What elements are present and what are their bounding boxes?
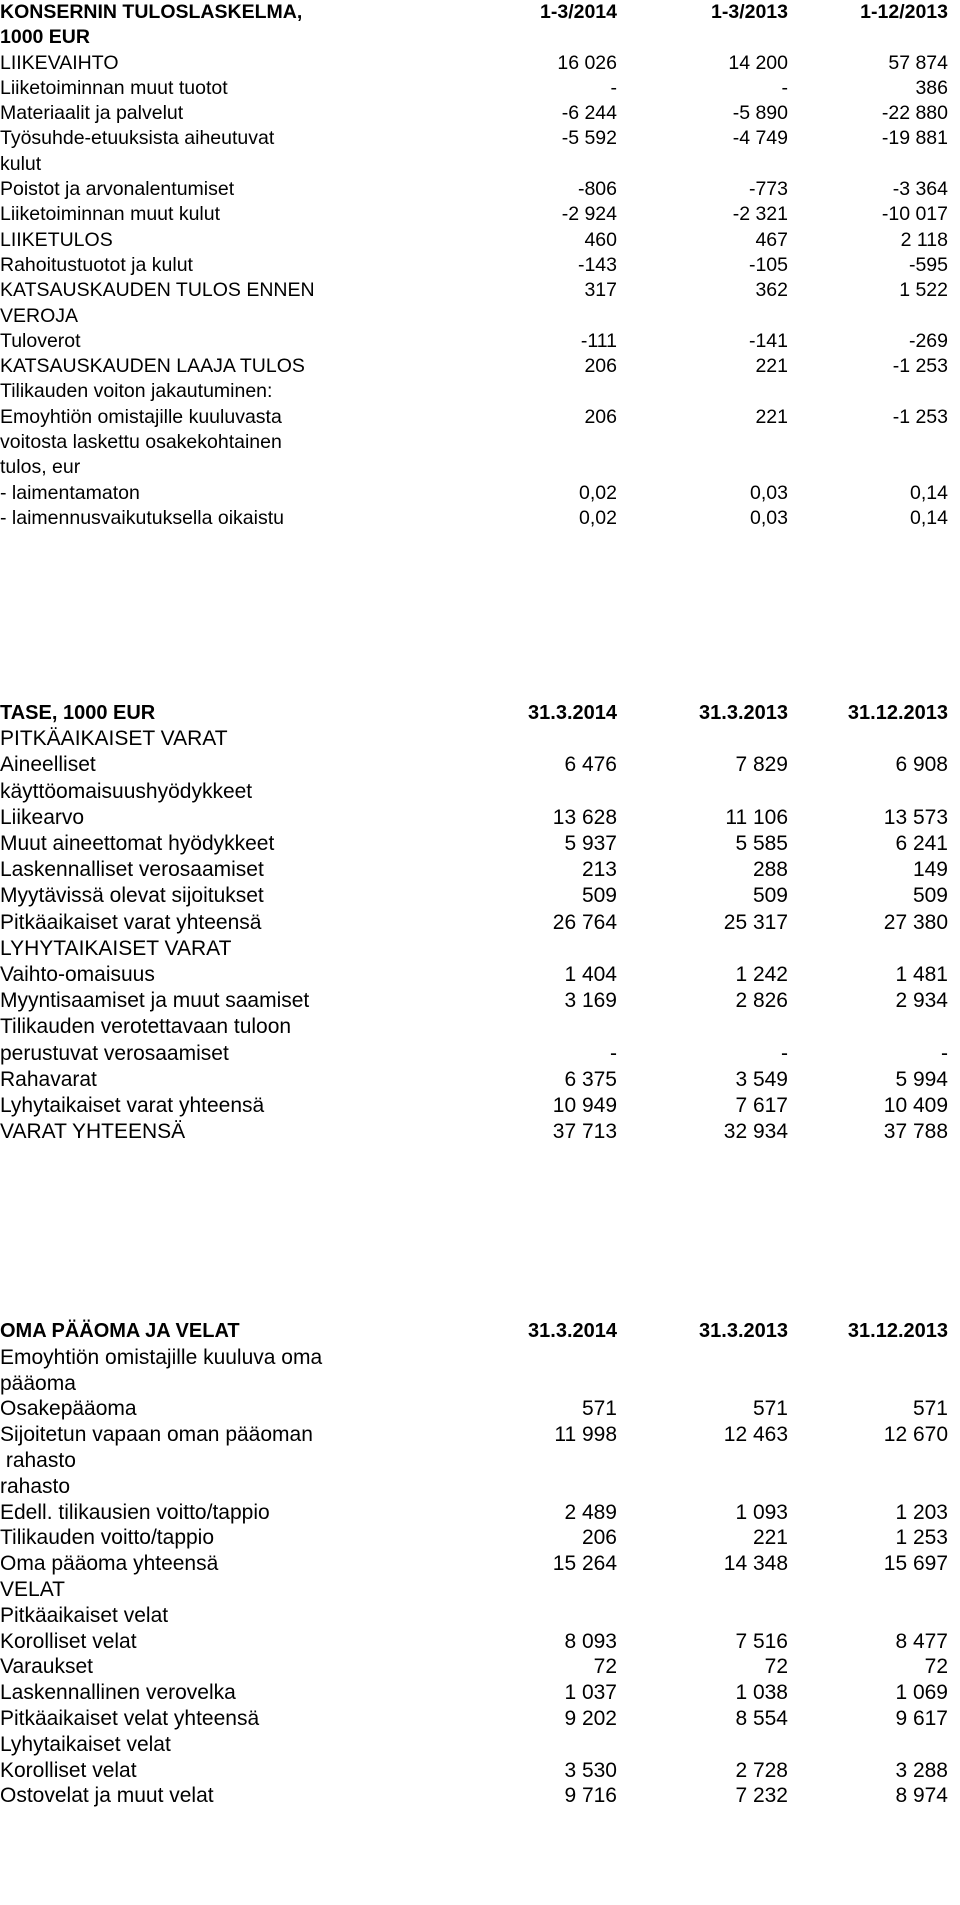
table-row (0, 988, 948, 1014)
row-label: VEROJA (0, 304, 79, 327)
table-row (0, 1706, 948, 1732)
table-row (0, 177, 948, 202)
table-row (0, 126, 948, 151)
cell-value: -141 (748, 329, 788, 352)
column-header: 1-3/2013 (711, 1, 788, 23)
cell-value: 8 554 (735, 1706, 788, 1730)
cell-value (788, 152, 948, 177)
cell-value: 0,03 (750, 481, 788, 504)
cell-value: 1 481 (895, 963, 948, 987)
row-label: Materiaalit ja palvelut (0, 102, 184, 125)
cell-value: 1 093 (735, 1500, 788, 1524)
row-label: Laskennallinen verovelka (0, 1681, 236, 1705)
table-row (0, 304, 948, 329)
row-label: Lyhytaikaiset varat yhteensä (0, 1094, 265, 1118)
cell-value: 386 (915, 76, 948, 99)
cell-value: 2 728 (735, 1758, 788, 1782)
cell-value: 221 (755, 405, 788, 428)
cell-value (452, 936, 617, 962)
balance-sheet-table (0, 700, 948, 1145)
table-row (0, 805, 948, 831)
cell-value: 32 934 (723, 1120, 788, 1144)
row-label: Tilikauden verotettavaan tuloon (0, 1015, 292, 1039)
table-row (0, 506, 948, 531)
cell-value: 213 (581, 858, 617, 882)
cell-value: 6 476 (564, 753, 617, 777)
cell-value: -105 (748, 253, 788, 276)
column-header: 31.3.2013 (699, 1320, 788, 1342)
row-label: Työsuhde-etuuksista aiheutuvat (0, 127, 275, 150)
row-label: 1000 EUR (0, 26, 90, 49)
cell-value (788, 430, 948, 455)
cell-value: 571 (912, 1397, 948, 1421)
table-row (0, 1119, 948, 1145)
cell-value: 3 549 (735, 1067, 788, 1091)
row-label: rahasto (0, 1448, 76, 1472)
row-label: voitosta laskettu osakekohtainen (0, 431, 282, 454)
row-label: KATSAUSKAUDEN LAAJA TULOS (0, 355, 305, 378)
cell-value: 509 (581, 884, 617, 908)
table-row (0, 329, 948, 354)
cell-value: 72 (764, 1655, 788, 1679)
cell-value: 1 203 (895, 1500, 948, 1524)
cell-value: 11 106 (725, 805, 788, 829)
cell-value: 149 (912, 858, 948, 882)
cell-value: 1 253 (895, 1526, 948, 1550)
cell-value (617, 152, 788, 177)
table-header-row (0, 0, 948, 25)
cell-value: 0,14 (910, 506, 948, 529)
cell-value (617, 779, 788, 805)
cell-value: 221 (752, 1526, 788, 1550)
cell-value (617, 430, 788, 455)
cell-value (452, 779, 617, 805)
cell-value (617, 726, 788, 752)
cell-value: -5 890 (732, 102, 788, 125)
row-label: Osakepääoma (0, 1397, 137, 1421)
cell-value: -806 (577, 178, 617, 201)
row-label: Liiketoiminnan muut tuotot (0, 76, 228, 99)
cell-value: -2 924 (561, 203, 617, 226)
cell-value: 5 937 (564, 832, 617, 856)
cell-value: -1 253 (892, 355, 948, 378)
cell-value: 7 829 (735, 753, 788, 777)
table-row (0, 25, 948, 50)
cell-value: 2 934 (895, 989, 948, 1013)
cell-value (452, 379, 617, 404)
cell-value: 10 949 (552, 1094, 617, 1118)
row-label: Pitkäaikaiset velat (0, 1603, 169, 1627)
row-label: PITKÄAIKAISET VARAT (0, 727, 228, 751)
table-row (0, 1629, 948, 1655)
cell-value (617, 1014, 788, 1040)
row-label: kulut (0, 152, 42, 175)
table-header-row (0, 700, 948, 726)
row-label: Aineelliset (0, 753, 96, 777)
cell-value: 3 169 (564, 989, 617, 1013)
cell-value (788, 1345, 948, 1371)
table-row (0, 405, 948, 430)
cell-value (452, 1371, 617, 1397)
table-row (0, 1603, 948, 1629)
cell-value: -2 321 (732, 203, 788, 226)
cell-value: 1 037 (564, 1681, 617, 1705)
row-label: LYHYTAIKAISET VARAT (0, 936, 232, 960)
cell-value (617, 936, 788, 962)
table-row (0, 202, 948, 227)
table-row (0, 481, 948, 506)
row-label: LIIKETULOS (0, 228, 113, 251)
cell-value: 13 573 (883, 805, 948, 829)
cell-value (452, 455, 617, 480)
column-header: 31.3.2013 (699, 702, 788, 724)
row-label: Laskennalliset verosaamiset (0, 858, 264, 882)
cell-value: 0,02 (579, 481, 617, 504)
table-row (0, 1577, 948, 1603)
table-row (0, 1396, 948, 1422)
cell-value (617, 304, 788, 329)
cell-value (788, 304, 948, 329)
cell-value: 0,14 (910, 481, 948, 504)
cell-value (452, 25, 617, 50)
cell-value: 571 (581, 1397, 617, 1421)
cell-value: 460 (584, 228, 617, 251)
table-row (0, 1525, 948, 1551)
row-label: käyttöomaisuushyödykkeet (0, 779, 253, 803)
cell-value: 15 264 (552, 1552, 617, 1576)
table-row (0, 910, 948, 936)
equity-liabilities-table (0, 1319, 948, 1809)
row-label: Rahoitustuotot ja kulut (0, 253, 193, 276)
cell-value (452, 1448, 617, 1474)
cell-value: 13 628 (552, 805, 617, 829)
cell-value (617, 1577, 788, 1603)
cell-value: -4 749 (732, 127, 788, 150)
cell-value (452, 304, 617, 329)
cell-value: 57 874 (888, 51, 948, 74)
table-row (0, 1422, 948, 1448)
table-row (0, 430, 948, 455)
table-row (0, 1093, 948, 1119)
table-row (0, 1067, 948, 1093)
cell-value: 3 530 (564, 1758, 617, 1782)
cell-value: 362 (755, 279, 788, 302)
table-row (0, 101, 948, 126)
cell-value (788, 779, 948, 805)
cell-value: 14 200 (728, 51, 788, 74)
cell-value: -111 (580, 329, 617, 352)
cell-value: 15 697 (883, 1552, 948, 1576)
cell-value (617, 379, 788, 404)
cell-value (788, 25, 948, 50)
cell-value: -773 (748, 178, 788, 201)
cell-value (788, 726, 948, 752)
cell-value: -19 881 (881, 127, 948, 150)
cell-value (452, 1014, 617, 1040)
row-label: Pitkäaikaiset velat yhteensä (0, 1706, 260, 1730)
cell-value: - (781, 76, 788, 99)
table-row (0, 1345, 948, 1371)
column-header: 1-12/2013 (860, 1, 948, 23)
cell-value: 14 348 (723, 1552, 788, 1576)
row-label: rahasto (0, 1474, 71, 1498)
table-row (0, 278, 948, 303)
cell-value: -22 880 (881, 102, 948, 125)
cell-value: 2 826 (735, 989, 788, 1013)
cell-value: 37 788 (883, 1120, 948, 1144)
cell-value (788, 1577, 948, 1603)
cell-value: -3 364 (892, 178, 948, 201)
cell-value: 509 (752, 884, 788, 908)
cell-value: 1 522 (899, 279, 948, 302)
cell-value (788, 936, 948, 962)
row-label: Lyhytaikaiset velat (0, 1732, 171, 1756)
cell-value: 9 617 (895, 1706, 948, 1730)
cell-value: -143 (577, 253, 617, 276)
column-header: 1-3/2014 (540, 1, 617, 23)
table-row (0, 1551, 948, 1577)
table-row (0, 1758, 948, 1784)
row-label: VARAT YHTEENSÄ (0, 1120, 186, 1144)
row-label: LIIKEVAIHTO (0, 51, 119, 74)
row-label: Myyntisaamiset ja muut saamiset (0, 989, 310, 1013)
row-label: Ostovelat ja muut velat (0, 1784, 214, 1808)
cell-value: 6 375 (564, 1067, 617, 1091)
cell-value: -269 (908, 329, 948, 352)
cell-value: 509 (912, 884, 948, 908)
row-label: VELAT (0, 1577, 65, 1601)
column-header: 31.12.2013 (847, 1320, 948, 1342)
cell-value: 26 764 (552, 910, 617, 934)
cell-value: 206 (584, 405, 617, 428)
row-label: Myytävissä olevat sijoitukset (0, 884, 264, 908)
table-row (0, 1014, 948, 1040)
cell-value: 7 617 (735, 1094, 788, 1118)
cell-value (617, 25, 788, 50)
row-label: Oma pääoma yhteensä (0, 1552, 219, 1576)
cell-value: 1 069 (895, 1681, 948, 1705)
cell-value: 1 038 (735, 1681, 788, 1705)
table-header-row (0, 1319, 948, 1345)
cell-value: 8 477 (895, 1629, 948, 1653)
cell-value (788, 1603, 948, 1629)
row-label: pääoma (0, 1371, 76, 1395)
table-row (0, 962, 948, 988)
row-label: perustuvat verosaamiset (0, 1041, 229, 1065)
row-label: Liikearvo (0, 805, 85, 829)
cell-value (788, 1014, 948, 1040)
cell-value: 72 (924, 1655, 948, 1679)
cell-value: - (781, 1041, 788, 1065)
table-row (0, 228, 948, 253)
cell-value (617, 1474, 788, 1500)
column-header: 31.12.2013 (847, 702, 948, 724)
cell-value: -10 017 (881, 203, 948, 226)
row-label: - laimennusvaikutuksella oikaistu (0, 506, 284, 529)
cell-value (617, 1448, 788, 1474)
cell-value: 5 994 (895, 1067, 948, 1091)
cell-value: 3 288 (895, 1758, 948, 1782)
table-row (0, 152, 948, 177)
row-label: Poistot ja arvonalentumiset (0, 178, 235, 201)
cell-value (788, 1371, 948, 1397)
row-label: Tilikauden voiton jakautuminen: (0, 380, 273, 403)
cell-value: 25 317 (723, 910, 788, 934)
cell-value: -595 (908, 253, 948, 276)
row-label: Liiketoiminnan muut kulut (0, 203, 221, 226)
table-row (0, 76, 948, 101)
cell-value (452, 152, 617, 177)
table-row (0, 779, 948, 805)
cell-value: -6 244 (561, 102, 617, 125)
row-label: Emoyhtiön omistajille kuuluva oma (0, 1345, 323, 1369)
cell-value: 288 (752, 858, 788, 882)
cell-value (452, 430, 617, 455)
cell-value: - (610, 76, 617, 99)
table-row (0, 857, 948, 883)
column-header: 31.3.2014 (528, 1320, 617, 1342)
table-row (0, 1783, 948, 1809)
table-row (0, 1500, 948, 1526)
cell-value: 27 380 (883, 910, 948, 934)
cell-value: 8 093 (564, 1629, 617, 1653)
cell-value: 2 118 (900, 228, 948, 251)
cell-value (617, 455, 788, 480)
cell-value (788, 379, 948, 404)
table-row (0, 1654, 948, 1680)
cell-value (788, 455, 948, 480)
cell-value (788, 1448, 948, 1474)
table-row (0, 455, 948, 480)
cell-value (452, 1474, 617, 1500)
cell-value: - (941, 1041, 948, 1065)
cell-value (617, 1371, 788, 1397)
row-label: Pitkäaikaiset varat yhteensä (0, 910, 262, 934)
cell-value: 1 404 (564, 963, 617, 987)
row-label: Tuloverot (0, 329, 81, 352)
cell-value: 9 202 (564, 1706, 617, 1730)
cell-value: 206 (584, 355, 617, 378)
cell-value: -5 592 (561, 127, 617, 150)
cell-value: 206 (581, 1526, 617, 1550)
cell-value: 571 (752, 1397, 788, 1421)
table-row (0, 51, 948, 76)
cell-value: 7 516 (735, 1629, 788, 1653)
cell-value: 7 232 (735, 1784, 788, 1808)
section-title: TASE, 1000 EUR (0, 702, 156, 724)
cell-value: 467 (755, 228, 788, 251)
cell-value: 12 670 (883, 1423, 948, 1447)
row-label: tulos, eur (0, 456, 81, 479)
table-row (0, 1474, 948, 1500)
cell-value: 16 026 (557, 51, 617, 74)
cell-value: 72 (593, 1655, 617, 1679)
cell-value: 221 (755, 355, 788, 378)
row-label: Muut aineettomat hyödykkeet (0, 832, 275, 856)
section-title: KONSERNIN TULOSLASKELMA, (0, 1, 303, 23)
column-header: 31.3.2014 (528, 702, 617, 724)
table-row (0, 1371, 948, 1397)
cell-value: 11 998 (554, 1423, 617, 1447)
row-label: Korolliset velat (0, 1758, 137, 1782)
cell-value: 0,03 (750, 506, 788, 529)
table-row (0, 936, 948, 962)
row-label: Vaihto-omaisuus (0, 963, 155, 987)
section-title: OMA PÄÄOMA JA VELAT (0, 1320, 240, 1342)
cell-value (452, 1577, 617, 1603)
table-row (0, 883, 948, 909)
cell-value: 1 242 (735, 963, 788, 987)
table-row (0, 752, 948, 778)
row-label: Varaukset (0, 1655, 93, 1679)
row-label: Sijoitetun vapaan oman pääoman (0, 1423, 313, 1447)
row-label: - laimentamaton (0, 481, 140, 504)
cell-value: 2 489 (564, 1500, 617, 1524)
income-statement-table (0, 0, 948, 531)
table-row (0, 1732, 948, 1758)
row-label: Emoyhtiön omistajille kuuluvasta (0, 405, 282, 428)
row-label: Korolliset velat (0, 1629, 137, 1653)
table-row (0, 1680, 948, 1706)
cell-value (452, 1345, 617, 1371)
cell-value (617, 1603, 788, 1629)
cell-value: -1 253 (892, 405, 948, 428)
cell-value: 10 409 (883, 1094, 948, 1118)
table-row (0, 253, 948, 278)
cell-value: 0,02 (579, 506, 617, 529)
cell-value: 9 716 (564, 1784, 617, 1808)
cell-value: 6 908 (895, 753, 948, 777)
row-label: Tilikauden voitto/tappio (0, 1526, 215, 1550)
row-label: KATSAUSKAUDEN TULOS ENNEN (0, 279, 315, 302)
cell-value (452, 1732, 617, 1758)
cell-value: 37 713 (552, 1120, 617, 1144)
cell-value (452, 1603, 617, 1629)
cell-value: 6 241 (895, 832, 948, 856)
cell-value (617, 1345, 788, 1371)
cell-value: - (610, 1041, 617, 1065)
cell-value (452, 726, 617, 752)
cell-value: 12 463 (723, 1423, 788, 1447)
cell-value: 317 (584, 279, 617, 302)
table-row (0, 379, 948, 404)
cell-value (788, 1732, 948, 1758)
cell-value: 5 585 (735, 832, 788, 856)
cell-value (788, 1474, 948, 1500)
table-row (0, 1041, 948, 1067)
table-row (0, 1448, 948, 1474)
table-row (0, 726, 948, 752)
cell-value: 8 974 (895, 1784, 948, 1808)
row-label: Rahavarat (0, 1067, 97, 1091)
row-label: Edell. tilikausien voitto/tappio (0, 1500, 270, 1524)
cell-value (617, 1732, 788, 1758)
table-row (0, 354, 948, 379)
table-row (0, 831, 948, 857)
